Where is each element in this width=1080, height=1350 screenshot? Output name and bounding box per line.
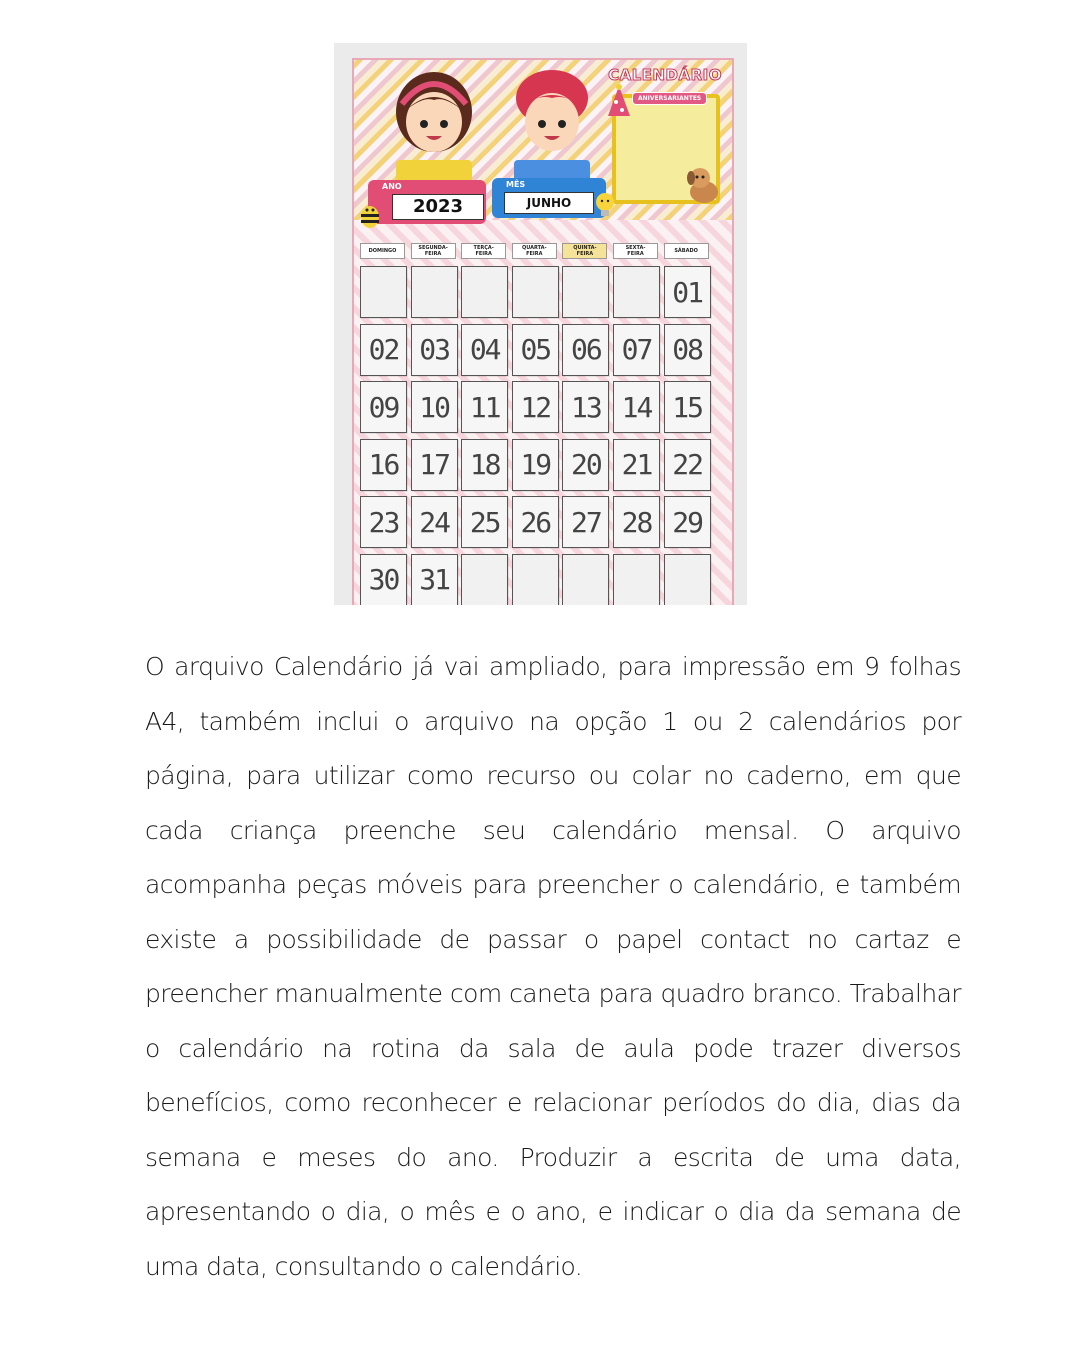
birthdays-label: ANIVERSARIANTES	[632, 92, 707, 105]
day-cell: 19	[512, 439, 559, 491]
day-cell: 20	[562, 439, 609, 491]
weekday-header: DOMINGO	[360, 243, 405, 259]
day-cell-empty	[562, 554, 609, 606]
day-cell: 29	[664, 496, 711, 548]
day-cell: 13	[562, 381, 609, 433]
day-cell: 31	[411, 554, 458, 606]
day-cell: 10	[411, 381, 458, 433]
day-cell: 02	[360, 324, 407, 376]
day-cell: 22	[664, 439, 711, 491]
calendar-poster-photo	[334, 43, 747, 605]
day-cell-empty	[512, 554, 559, 606]
calendar-poster	[352, 58, 734, 605]
weekday-header: SEGUNDA- FEIRA	[411, 243, 456, 259]
day-cell: 07	[613, 324, 660, 376]
bee-icon	[358, 200, 382, 230]
day-cell: 14	[613, 381, 660, 433]
day-cell-empty	[461, 266, 508, 318]
day-cell: 11	[461, 381, 508, 433]
day-cell: 27	[562, 496, 609, 548]
day-cell-empty	[411, 266, 458, 318]
description-text: O arquivo Calendário já vai ampliado, para impressão em 9 folhas A4, também inclui o arquivo na opção 1 ou 2 calendários por página, para utilizar como recurso ou colar no caderno, em que cada criança preenche seu calendário mensal. O arquivo acompanha peças móveis para preencher o calendário, e também existe a possibilidade de passar o papel contact no cartaz e preencher manualmente com caneta para quadro branco. Trabalhar o calendário na rotina da sala de aula pode trazer diversos benefícios, como reconhecer e relacionar períodos do dia, dias da semana e meses do ano. Produzir a escrita de uma data, apresentando o dia, o mês e o ano, e indicar o dia da semana de uma data, consultando o calendário.	[145, 652, 961, 1281]
poster-title: CALENDÁRIO	[608, 66, 722, 84]
day-cell: 16	[360, 439, 407, 491]
day-cell-empty	[664, 554, 711, 606]
day-cell: 30	[360, 554, 407, 606]
day-cell-empty	[613, 554, 660, 606]
girl-illustration	[384, 64, 484, 184]
day-cell-empty	[512, 266, 559, 318]
day-cell: 23	[360, 496, 407, 548]
day-cell: 05	[512, 324, 559, 376]
day-cell-empty	[613, 266, 660, 318]
boy-illustration	[502, 64, 602, 184]
day-cell: 04	[461, 324, 508, 376]
lightbulb-icon	[594, 190, 616, 220]
weekday-header: TERÇA- FEIRA	[461, 243, 506, 259]
day-cell-empty	[360, 266, 407, 318]
day-cell: 26	[512, 496, 559, 548]
month-box	[492, 178, 606, 218]
day-cell: 03	[411, 324, 458, 376]
day-cell: 09	[360, 381, 407, 433]
year-label: ANO	[382, 182, 402, 191]
day-cell: 06	[562, 324, 609, 376]
day-cell: 12	[512, 381, 559, 433]
day-cell: 17	[411, 439, 458, 491]
day-cell: 25	[461, 496, 508, 548]
month-label: MÊS	[506, 180, 526, 189]
month-value: JUNHO	[504, 192, 594, 214]
party-hat-icon	[606, 84, 632, 118]
weekday-header: SEXTA- FEIRA	[613, 243, 658, 259]
day-cell: 18	[461, 439, 508, 491]
weekday-header: SÁBADO	[664, 243, 709, 259]
day-cell-empty	[562, 266, 609, 318]
day-cell: 24	[411, 496, 458, 548]
weekday-header: QUARTA- FEIRA	[512, 243, 557, 259]
dog-icon	[682, 164, 724, 206]
year-box	[368, 180, 486, 224]
day-cell: 15	[664, 381, 711, 433]
birthdays-board	[612, 94, 720, 204]
day-cell: 21	[613, 439, 660, 491]
day-cell-empty	[461, 554, 508, 606]
weekday-header: QUINTA- FEIRA	[562, 243, 607, 259]
day-cell: 01	[664, 266, 711, 318]
day-cell: 08	[664, 324, 711, 376]
year-value: 2023	[392, 194, 484, 220]
day-cell: 28	[613, 496, 660, 548]
